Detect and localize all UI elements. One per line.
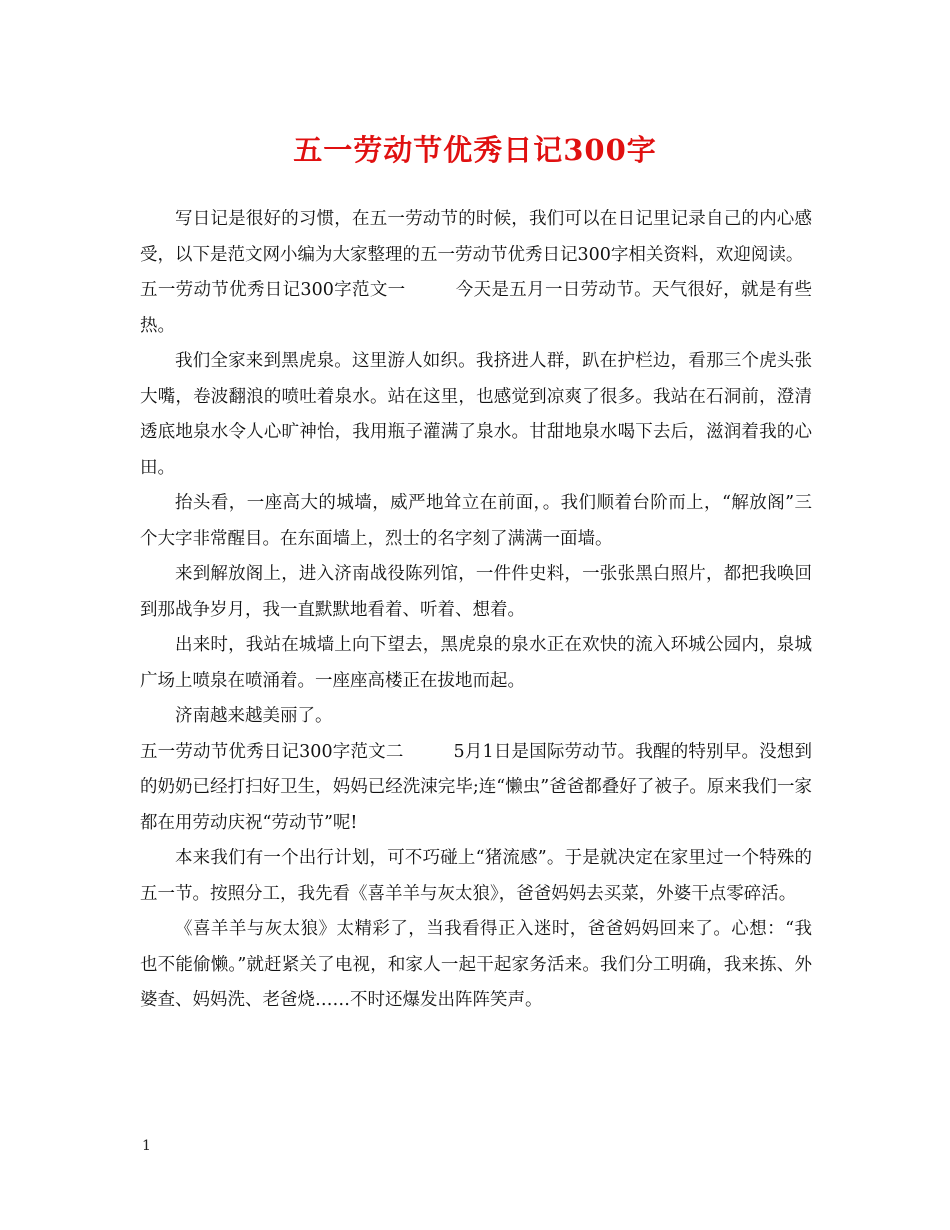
paragraph-travel-plan: 本来我们有一个出行计划，可不巧碰上“猪流感”。于是就决定在家里过一个特殊的五一节。按照分工，我先看《喜羊羊与灰太狼》，爸爸妈妈去买菜，外婆干点零碎活。	[140, 848, 812, 904]
sample-two-text: 5月1日是国际劳动节。我醒的特别早。没想到的奶奶已经打扫好卫生，妈妈已经洗涑完毕;连“懒虫”爸爸都叠好了被子。原来我们一家都在用劳动庆祝“劳动节”呢!	[140, 741, 812, 833]
paragraph-housework: 《喜羊羊与灰太狼》太精彩了，当我看得正入迷时，爸爸妈妈回来了。心想：“我也不能偷懒。”就赶紧关了电视，和家人一起干起家务活来。我们分工明确，我来拣、外婆查、妈妈洗、老爸烧……不时还爆发出阵阵笑声。	[140, 919, 812, 1010]
sample-one-heading: 五一劳动节优秀日记300字范文一	[140, 280, 406, 300]
page-title: 五一劳动节优秀日记300字	[293, 133, 657, 167]
paragraph-jinan-beautiful: 济南越来越美丽了。	[175, 706, 333, 726]
paragraph-looking-down: 出来时，我站在城墙上向下望去，黑虎泉的泉水正在欢快的流入环城公园内，泉城广场上喷泉在喷涌着。一座座高楼正在拔地而起。	[140, 635, 812, 691]
paragraph-liberation-pavilion: 来到解放阁上，进入济南战役陈列馆，一件件史料，一张张黑白照片，都把我唤回到那战争岁月，我一直默默地看着、听着、想着。	[140, 564, 812, 620]
page-number: 1	[142, 1138, 151, 1154]
sample-one-text: 今天是五月一日劳动节。天气很好，就是有些热。	[140, 280, 813, 336]
paragraph-sample-two	[140, 735, 812, 842]
paragraph-intro: 写日记是很好的习惯，在五一劳动节的时候，我们可以在日记里记录自己的内心感受，以下是范文网小编为大家整理的五一劳动节优秀日记300字相关资料，欢迎阅读。	[140, 209, 812, 265]
article-body	[140, 202, 812, 1019]
paragraph-city-wall: 抬头看，一座高大的城墙，威严地耸立在前面，。我们顺着台阶而上，“解放阁”三个大字非常醒目。在东面墙上，烈士的名字刻了满满一面墙。	[140, 493, 812, 549]
paragraph-black-tiger-spring: 我们全家来到黑虎泉。这里游人如织。我挤进人群，趴在护栏边，看那三个虎头张大嘴，卷波翻浪的喷吐着泉水。站在这里，也感觉到凉爽了很多。我站在石洞前，澄清透底地泉水令人心旷神怡，我用瓶子灌满了泉水。甘甜地泉水喝下去后，滋润着我的心田。	[140, 351, 812, 478]
sample-two-heading: 五一劳动节优秀日记300字范文二	[140, 741, 404, 762]
paragraph-sample-one	[140, 273, 812, 344]
